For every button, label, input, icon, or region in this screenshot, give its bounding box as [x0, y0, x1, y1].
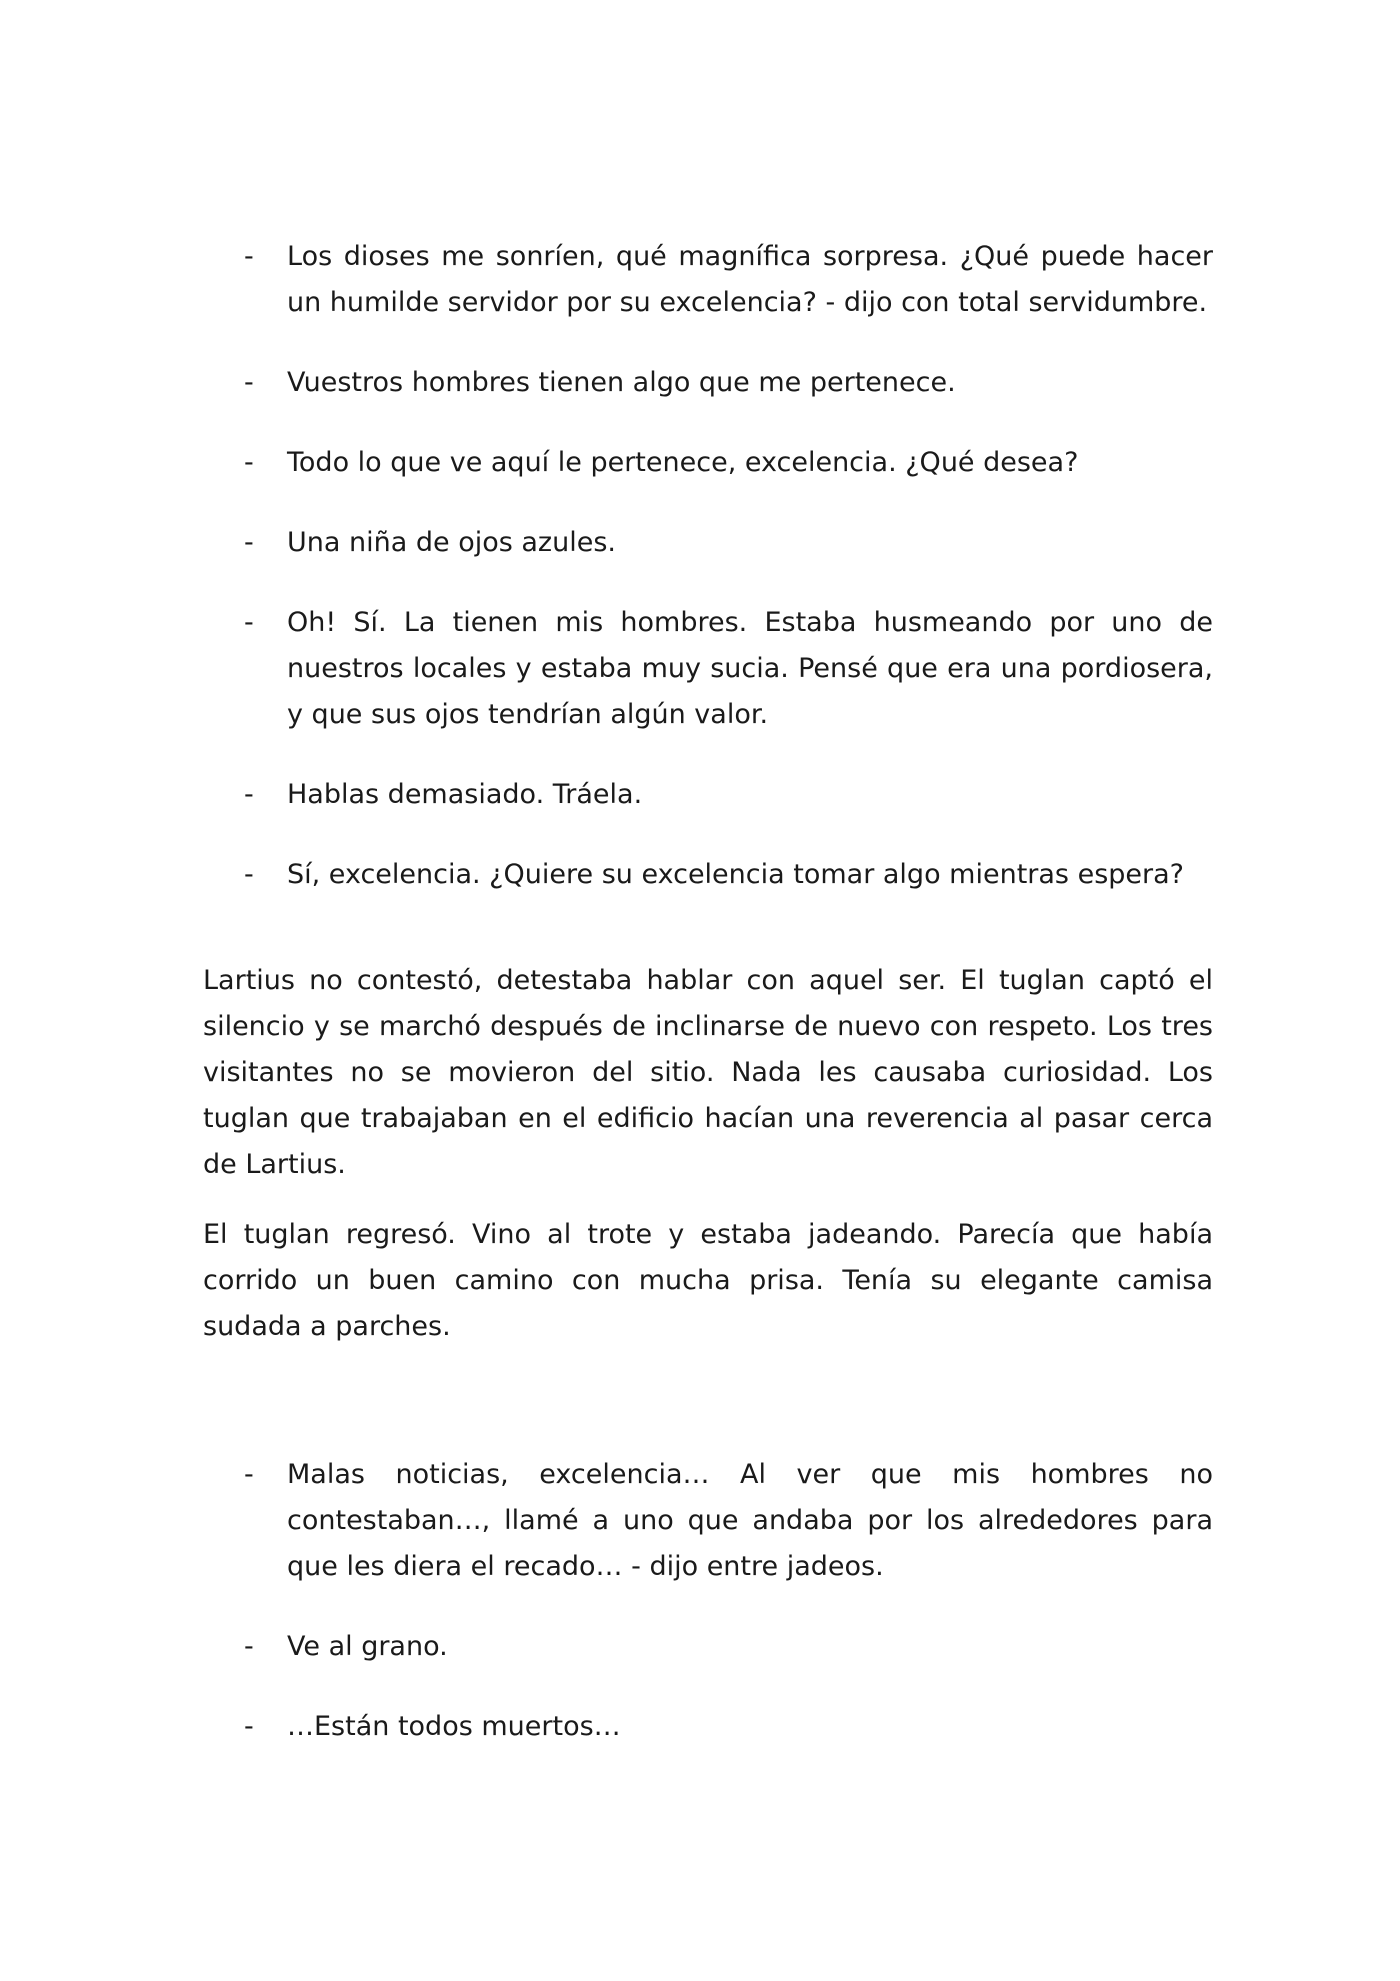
dialogue-dash: -: [244, 241, 254, 272]
dialogue-line: [203, 600, 1213, 738]
dialogue-text: Todo lo que ve aquí le pertenece, excelencia. ¿Qué desea?: [287, 447, 1079, 478]
dialogue-text: Vuestros hombres tienen algo que me pertenece.: [287, 367, 956, 398]
narrative-paragraph: Lartius no contestó, detestaba hablar con aquel ser. El tuglan captó el silencio y se marchó después de inclinarse de nuevo con respeto. Los tres visitantes no se movieron del sitio. Nada les causaba curiosidad. Los tuglan que trabajaban en el edificio hacían una reverencia al pasar cerca de Lartius.: [203, 965, 1213, 1180]
dialogue-line: [203, 1452, 1213, 1590]
dialogue-dash: -: [244, 607, 254, 638]
dialogue-dash: -: [244, 527, 254, 558]
dialogue-dash: -: [244, 447, 254, 478]
dialogue-block-1: [203, 234, 1213, 898]
dialogue-text: Oh! Sí. La tienen mis hombres. Estaba husmeando por uno de nuestros locales y estaba muy sucia. Pensé que era una pordiosera, y que sus ojos tendrían algún valor.: [287, 607, 1213, 730]
dialogue-text: Una niña de ojos azules.: [287, 527, 616, 558]
dialogue-line: [203, 852, 1213, 898]
dialogue-dash: -: [244, 1631, 254, 1662]
dialogue-text: Sí, excelencia. ¿Quiere su excelencia tomar algo mientras espera?: [287, 859, 1184, 890]
dialogue-line: [203, 234, 1213, 326]
spacer: [203, 932, 1213, 958]
dialogue-line: [203, 1704, 1213, 1750]
dialogue-line: [203, 360, 1213, 406]
dialogue-text: Hablas demasiado. Tráela.: [287, 779, 643, 810]
dialogue-dash: -: [244, 1711, 254, 1742]
dialogue-line: [203, 520, 1213, 566]
dialogue-dash: -: [244, 779, 254, 810]
dialogue-block-2: [203, 1452, 1213, 1750]
dialogue-line: [203, 1624, 1213, 1670]
dialogue-dash: -: [244, 367, 254, 398]
dialogue-text: Los dioses me sonríen, qué magnífica sorpresa. ¿Qué puede hacer un humilde servidor por su excelencia? - dijo con total servidumbre.: [287, 241, 1213, 318]
dialogue-dash: -: [244, 859, 254, 890]
dialogue-line: [203, 440, 1213, 486]
narrative-paragraph: El tuglan regresó. Vino al trote y estaba jadeando. Parecía que había corrido un buen camino con mucha prisa. Tenía su elegante camisa sudada a parches.: [203, 1219, 1213, 1342]
dialogue-text: Malas noticias, excelencia… Al ver que mis hombres no contestaban…, llamé a uno que andaba por los alrededores para que les diera el recado… - dijo entre jadeos.: [287, 1459, 1213, 1582]
dialogue-text: Ve al grano.: [287, 1631, 448, 1662]
spacer: [203, 1374, 1213, 1452]
dialogue-line: [203, 772, 1213, 818]
page-content: [203, 234, 1213, 1784]
dialogue-dash: -: [244, 1459, 254, 1490]
dialogue-text: …Están todos muertos…: [287, 1711, 621, 1742]
